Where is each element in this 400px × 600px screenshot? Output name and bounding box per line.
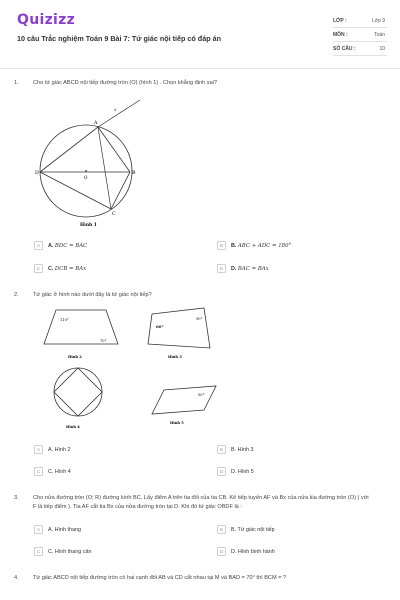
figure-5-angle: 50° bbox=[198, 393, 205, 397]
q1-option-c-text: DCB = BAx bbox=[54, 265, 87, 272]
q2-option-a-marker: A bbox=[34, 445, 43, 454]
figure-2-angle-a: 110° bbox=[60, 318, 69, 322]
diagonal-ac bbox=[98, 127, 111, 209]
q3-option-c-marker: C bbox=[34, 547, 43, 556]
q2-option-b-marker: B bbox=[217, 445, 226, 454]
q3-option-b-marker: B bbox=[217, 525, 226, 534]
meta-count-label: SỐ CÂU : bbox=[333, 46, 356, 52]
q2-option-c-marker: C bbox=[34, 467, 43, 476]
figure-3-angle-a: 60° bbox=[156, 324, 164, 329]
figure-5-parallelogram bbox=[152, 386, 216, 414]
figure-2-quadrilateral bbox=[44, 310, 118, 344]
side-bc bbox=[111, 172, 130, 209]
question-3-number: 3. bbox=[14, 495, 19, 501]
figure-caption-5: Hình 5 bbox=[170, 421, 184, 425]
question-2-number: 2. bbox=[14, 292, 19, 298]
label-b: B bbox=[132, 171, 136, 176]
q1-option-d-text: BAC = BAx bbox=[237, 265, 269, 272]
question-3-text: Cho nửa đường tròn (O; R) đường kính BC. Lấy điểm A trên tia đối của tia CB. Kẻ tiếp tuyến AF và Bx của nửa kia đường tròn (O) ( với F là tiếp điểm ). Tia AF cắt tia Bx của nửa đường tròn tại D. Khi đó tứ giác OBDF là : bbox=[33, 495, 369, 510]
label-x: x bbox=[114, 107, 117, 112]
page-title: 10 câu Trắc nghiệm Toán 9 Bài 7: Tứ giác nội tiếp có đáp án bbox=[17, 34, 221, 43]
q3-option-c-text: C. Hình thang cân bbox=[48, 548, 92, 555]
header-divider bbox=[0, 68, 400, 69]
meta-count-value: 10 bbox=[379, 46, 385, 52]
q3-option-a-marker: A bbox=[34, 525, 43, 534]
q3-option-d-text: D. Hình bình hành bbox=[231, 548, 275, 555]
q2-option-d-text: D. Hình 5 bbox=[231, 468, 254, 475]
page-header bbox=[0, 0, 400, 64]
q3-option-b-text: B. Tứ giác nội tiếp bbox=[231, 526, 275, 533]
q3-option-a-text: A. Hình thang bbox=[48, 526, 81, 533]
meta-count bbox=[333, 42, 387, 56]
q1-option-c-label: C. bbox=[48, 265, 54, 272]
figure-2-angle-b: 70° bbox=[100, 339, 107, 343]
meta-subject-label: MÔN : bbox=[333, 32, 348, 38]
q1-option-c-marker: C bbox=[34, 264, 43, 273]
meta-grade bbox=[333, 14, 387, 28]
q1-option-a-label: A. bbox=[48, 242, 54, 249]
figure-caption-2: Hình 2 bbox=[68, 355, 82, 359]
meta-subject bbox=[333, 28, 387, 42]
side-ab bbox=[98, 127, 130, 172]
q1-option-b-marker: B bbox=[217, 241, 226, 250]
side-da bbox=[40, 127, 98, 172]
question-1-number: 1. bbox=[14, 80, 19, 86]
q1-option-d-marker: D bbox=[217, 264, 226, 273]
quizizz-logo[interactable]: Quizizz bbox=[17, 12, 76, 28]
q2-option-d-marker: D bbox=[217, 467, 226, 476]
figure-4-circle bbox=[54, 368, 102, 416]
q2-option-c-text: C. Hình 4 bbox=[48, 468, 71, 475]
question-2-figures bbox=[36, 302, 226, 438]
label-d: D bbox=[35, 171, 39, 176]
q1-option-d-label: D. bbox=[231, 265, 237, 272]
question-4-number: 4. bbox=[14, 575, 19, 581]
figure-3-angle-b: 90° bbox=[196, 317, 203, 321]
figure-caption-3: Hình 3 bbox=[168, 355, 182, 359]
label-a: A bbox=[94, 121, 98, 126]
figure-caption-4: Hình 4 bbox=[66, 425, 80, 429]
label-c: C bbox=[112, 212, 116, 217]
question-4-text: Tứ giác ABCD nội tiếp đường tròn có hai cạnh đối AB và CD cắt nhau tại M và BAD = 70° thì BCM = ? bbox=[33, 575, 287, 581]
side-cd bbox=[40, 172, 111, 209]
ray-ax bbox=[98, 100, 140, 127]
question-1-figure bbox=[28, 100, 148, 232]
q2-option-b-text: B. Hình 3 bbox=[231, 446, 254, 453]
meta-grade-value: Lớp 9 bbox=[371, 18, 385, 24]
question-2-text: Tứ giác ở hình nào dưới đây là tứ giác nội tiếp? bbox=[33, 292, 152, 298]
figure-caption-1: Hình 1 bbox=[80, 223, 97, 228]
q1-option-a-text: BDC = BAC bbox=[54, 242, 88, 249]
meta-grade-label: LỚP : bbox=[333, 18, 347, 24]
center-point bbox=[85, 170, 87, 172]
label-o: O bbox=[84, 175, 88, 180]
question-1-text: Cho tứ giác ABCD nội tiếp đường tròn (O) (hình 1) . Chọn khẳng định sai? bbox=[33, 80, 218, 86]
q2-option-a-text: A. Hình 2 bbox=[48, 446, 71, 453]
q1-option-a-marker: A bbox=[34, 241, 43, 250]
meta-subject-value: Toán bbox=[374, 32, 385, 38]
q3-option-d-marker: D bbox=[217, 547, 226, 556]
q1-option-b-label: B. bbox=[231, 242, 237, 249]
q1-option-b-text: ABC + ADC = 180° bbox=[237, 242, 292, 249]
